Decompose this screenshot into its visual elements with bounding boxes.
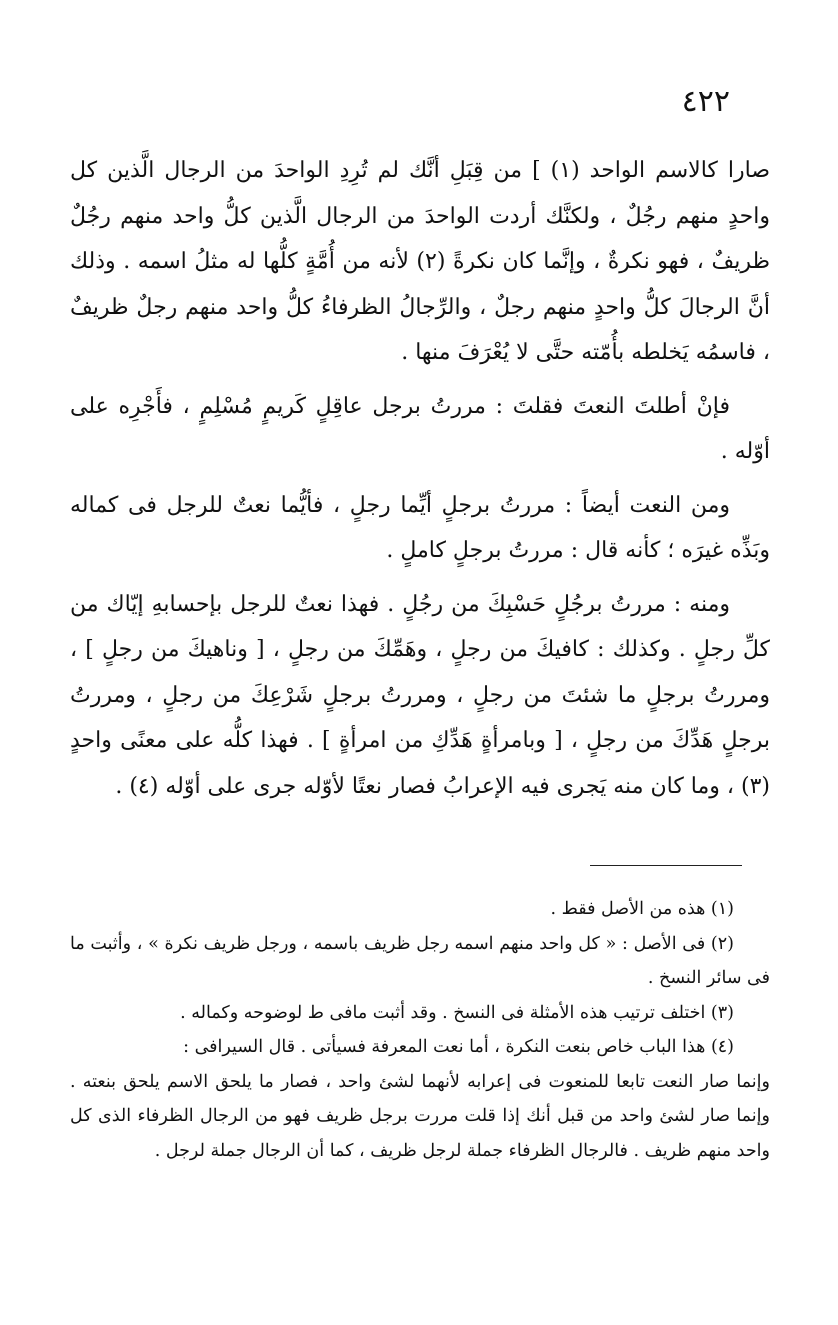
page-number: ٤٢٢ [681, 84, 730, 119]
footnotes [70, 892, 770, 1168]
paragraph: ومنه : مررتُ برجُلٍ حَسْبِكَ من رجُلٍ . فهذا نعتٌ للرجل بإحسابهِ إيّاك من كلِّ رجلٍ . وكذلك : كافيكَ من رجلٍ ، وهَمِّكَ من رجلٍ ، [ وناهيكَ من رجلٍ ] ، ومررتُ برجلٍ ما شئتَ من رجلٍ ، ومررتُ برجلٍ شَرْعِكَ من رجلٍ ، ومررتُ برجلٍ هَدِّكَ من رجلٍ ، [ وبامرأةٍ هَدِّكِ من امرأةٍ ] . فهذا كلُّه على معنًى واحدٍ (٣) ، وما كان منه يَجرى فيه الإعرابُ فصار نعتًا لأوّله جرى على أوّله (٤) . [70, 591, 770, 799]
paragraph: صارا كالاسم الواحد (١) ] من قِبَلِ أنَّك لم تُرِدِ الواحدَ من الرجال الَّذين كل واحدٍ منهم رجُلٌ ، ولكنَّك أردت الواحدَ من الرجال الَّذين كلُّ واحد منهم رجُلٌ ظريفٌ ، فهو نكرةٌ ، وإنَّما كان نكرةً (٢) لأنه من أُمَّةٍ كلُّها له مثلُ اسمه . وذلك أنَّ الرجالَ كلُّ واحدٍ منهم رجلٌ ، والرِّجالُ الظرفاءُ كلُّ واحد منهم رجلٌ ظريفٌ ، فاسمُه يَخلطه بأُمّته حتَّى لا يُعْرَفَ منها . [70, 158, 771, 365]
footnote-separator [590, 865, 742, 866]
footnote: (٣) اختلف ترتيب هذه الأمثلة فى النسخ . وقد أثبت مافى ط لوضوحه وكماله . [180, 1002, 734, 1023]
paragraph: ومن النعت أيضاً : مررتُ برجلٍ أيِّما رجلٍ ، فأيُّما نعتٌ للرجل فى كماله وبَذِّه غيرَه ؛ كأنه قال : مررتُ برجلٍ كاملٍ . [70, 492, 770, 563]
footnote: (٢) فى الأصل : « كل واحد منهم اسمه رجل ظريف باسمه ، ورجل ظريف نكرة » ، وأثبت ما فى سائر النسخ . [70, 933, 770, 988]
footnote: (١) هذه من الأصل فقط . [550, 899, 734, 919]
paragraph: فإنْ أطلتَ النعتَ فقلتَ : مررتُ برجل عاقِلٍ كَريمٍ مُسْلِمٍ ، فأَجْرِه على أوّله . [70, 393, 770, 464]
footnote-continuation: وإنما صار النعت تابعا للمنعوت فى إعرابه لأنهما لشئ واحد ، فصار ما يلحق الاسم يلحق بنعته . وإنما صار لشئ واحد من قبل أنك إذا قلت مررت برجل ظريف فهو من الرجال الظرفاء الذى كل واحد منهم ظريف . فالرجال الظرفاء جملة لرجل ظريف ، كما أن الرجال جملة لرجل . [70, 1071, 770, 1161]
main-text [70, 148, 770, 817]
footnote: (٤) هذا الباب خاص بنعت النكرة ، أما نعت المعرفة فسيأتى . قال السيرافى : [183, 1037, 734, 1057]
